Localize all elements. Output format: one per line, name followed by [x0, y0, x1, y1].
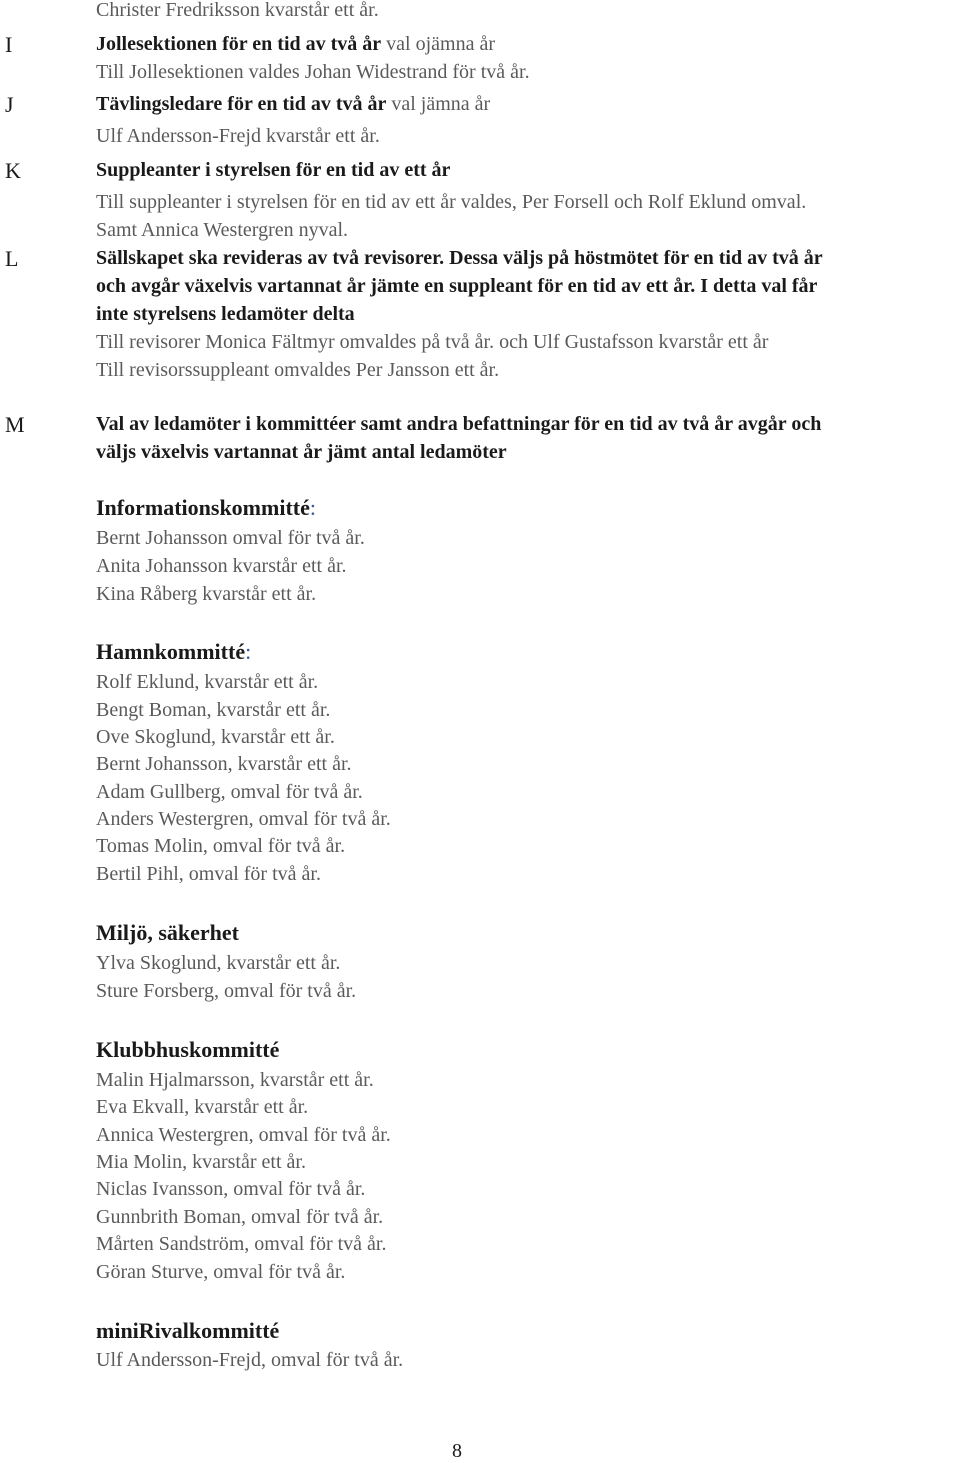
section-j-text: Ulf Andersson-Frejd kvarstår ett år.	[96, 125, 380, 147]
member-line: Bernt Johansson omval för två år.	[96, 527, 365, 549]
section-letter-m: M	[5, 412, 25, 437]
committee-colon: :	[245, 639, 252, 664]
committee-title: miniRivalkommitté	[96, 1318, 280, 1343]
section-l-heading-1a: Sällskapet ska revideras av två revisorer.	[96, 247, 445, 269]
committee-title: Miljö, säkerhet	[96, 920, 239, 945]
section-k-text-1: Till suppleanter i styrelsen för en tid av ett år valdes, Per Forsell och Rolf Eklund omval.	[96, 191, 807, 213]
member-line: Tomas Molin, omval för två år.	[96, 835, 346, 857]
committee-title: Hamnkommitté	[96, 639, 246, 664]
section-l-text-1: Till revisorer Monica Fältmyr omvaldes på två år. och Ulf Gustafsson kvarstår ett år	[96, 331, 769, 353]
section-m-heading-1: Val av ledamöter i kommittéer samt andra befattningar för en tid av två år avgår och	[96, 413, 822, 435]
section-letter-k: K	[5, 158, 21, 183]
section-letter-l: L	[5, 246, 19, 271]
section-j-note: val jämna år	[386, 93, 491, 115]
member-line: Bertil Pihl, omval för två år.	[96, 863, 321, 885]
member-line: Eva Ekvall, kvarstår ett år.	[96, 1096, 309, 1118]
page-number: 8	[452, 1440, 462, 1462]
member-line: Anita Johansson kvarstår ett år.	[96, 555, 347, 577]
section-i-title: Jollesektionen för en tid av två år	[96, 33, 382, 55]
committee-heading	[96, 640, 251, 664]
member-line: Göran Sturve, omval för två år.	[96, 1261, 346, 1283]
section-i-text: Till Jollesektionen valdes Johan Widestrand för två år.	[96, 61, 530, 83]
section-j-title: Tävlingsledare för en tid av två år	[96, 93, 387, 115]
section-letter-j: J	[5, 92, 14, 117]
committee-heading	[96, 1038, 279, 1062]
member-line: Ove Skoglund, kvarstår ett år.	[96, 726, 335, 748]
section-i-note: val ojämna år	[381, 33, 496, 55]
section-l-heading-1b: Dessa väljs på höstmötet för en tid av två år	[444, 247, 823, 269]
committee-heading	[96, 921, 239, 945]
member-line: Bernt Johansson, kvarstår ett år.	[96, 753, 352, 775]
member-line: Ylva Skoglund, kvarstår ett år.	[96, 952, 341, 974]
member-line: Bengt Boman, kvarstår ett år.	[96, 699, 331, 721]
section-k-heading: Suppleanter i styrelsen för en tid av ett år	[96, 159, 451, 181]
committee-colon: :	[309, 495, 316, 520]
member-line: Sture Forsberg, omval för två år.	[96, 980, 357, 1002]
section-l-heading-2	[96, 274, 817, 298]
section-l-heading-2b: I detta val får	[695, 275, 818, 297]
section-i-heading	[96, 32, 495, 56]
committee-heading	[96, 496, 316, 520]
member-line: Ulf Andersson-Frejd, omval för två år.	[96, 1349, 404, 1371]
section-l-heading-3: inte styrelsens ledamöter delta	[96, 303, 355, 325]
section-letter-i: I	[5, 32, 13, 57]
member-line: Rolf Eklund, kvarstår ett år.	[96, 671, 319, 693]
section-l-heading-1	[96, 246, 823, 270]
section-k-text-2: Samt Annica Westergren nyval.	[96, 219, 349, 241]
member-line: Adam Gullberg, omval för två år.	[96, 781, 363, 803]
committee-title: Klubbhuskommitté	[96, 1037, 280, 1062]
member-line: Anders Westergren, omval för två år.	[96, 808, 391, 830]
member-line: Mårten Sandström, omval för två år.	[96, 1233, 387, 1255]
section-l-heading-2a: och avgår växelvis vartannat år jämte en suppleant för en tid av ett år.	[96, 275, 696, 297]
member-line: Malin Hjalmarsson, kvarstår ett år.	[96, 1069, 374, 1091]
member-line: Gunnbrith Boman, omval för två år.	[96, 1206, 384, 1228]
member-line: Kina Råberg kvarstår ett år.	[96, 583, 317, 605]
committee-title: Informationskommitté	[96, 495, 310, 520]
intro-line: Christer Fredriksson kvarstår ett år.	[96, 0, 379, 21]
section-j-heading	[96, 92, 490, 116]
member-line: Annica Westergren, omval för två år.	[96, 1124, 391, 1146]
member-line: Mia Molin, kvarstår ett år.	[96, 1151, 306, 1173]
section-l-text-2: Till revisorssuppleant omvaldes Per Jansson ett år.	[96, 359, 500, 381]
section-m-heading-2: väljs växelvis vartannat år jämt antal ledamöter	[96, 441, 507, 463]
member-line: Niclas Ivansson, omval för två år.	[96, 1178, 366, 1200]
committee-heading	[96, 1319, 279, 1343]
